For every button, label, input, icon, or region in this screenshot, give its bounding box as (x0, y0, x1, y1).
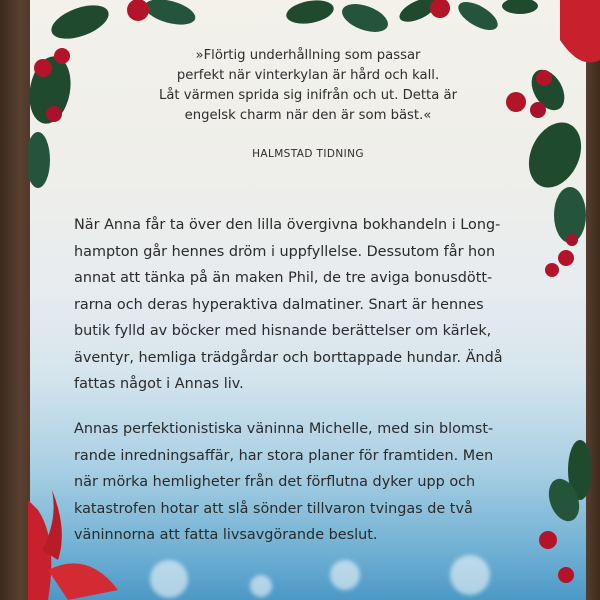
berry-icon (54, 48, 70, 64)
berry-icon (558, 250, 574, 266)
leaf-icon (338, 0, 391, 37)
right-foliage-illustration (500, 0, 600, 600)
quote-line: »Flörtig underhållning som passar (195, 48, 421, 63)
flower-petal-icon (48, 563, 118, 600)
quote-line: engelsk charm när den är som bäst.« (184, 108, 432, 123)
blurb-line: annat att tänka på än maken Phil, de tre aviga bonusdött- (74, 270, 493, 286)
leaf-icon (28, 132, 50, 188)
blurb-line: fattas något i Annas liv. (74, 376, 244, 392)
quote-source: HALMSTAD TIDNING (252, 148, 364, 160)
flower-icon (560, 0, 600, 63)
leaf-icon (519, 114, 591, 196)
quote-line: Låt värmen sprida sig inifrån och ut. Detta är (159, 88, 457, 103)
blurb-line: När Anna får ta över den lilla övergivna bokhandeln i Long- (74, 217, 501, 233)
blurb-line: väninnorna att fatta livsavgörande beslut. (74, 527, 378, 543)
leaf-icon (142, 0, 198, 29)
berry-icon (506, 92, 526, 112)
berry-icon (545, 263, 559, 277)
berry-icon (558, 567, 574, 583)
quote-line: perfekt när vinterkylan är hård och kall. (176, 68, 440, 83)
left-foliage-illustration (28, 20, 118, 240)
bokeh-light (250, 575, 272, 597)
bokeh-light (330, 560, 360, 590)
berry-icon (539, 531, 557, 549)
blurb-paragraph-1 (74, 212, 544, 398)
bokeh-light (450, 555, 490, 595)
blurb-line: Annas perfektionistiska väninna Michelle, med sin blomst- (74, 421, 494, 437)
blurb-line: butik fylld av böcker med hisnande berättelser om kärlek, (74, 323, 492, 339)
blurb-line: när mörka hemligheter från det förflutna dyker upp och (74, 474, 476, 490)
leaf-icon (454, 0, 502, 36)
blurb-line: hampton går hennes dröm i uppfyllelse. Dessutom får hon (74, 243, 496, 260)
blurb-line: katastrofen hotar att slå sönder tillvaron tvingas de två (74, 500, 473, 517)
blurb-line: rande inredningsaffär, har stora planer för framtiden. Men (74, 447, 494, 464)
berry-icon (127, 0, 149, 21)
berry-icon (536, 70, 552, 86)
bokeh-light (150, 560, 188, 598)
leaf-icon (284, 0, 335, 27)
berry-icon (46, 106, 62, 122)
berry-icon (530, 102, 546, 118)
berry-icon (34, 59, 52, 77)
blurb-line: äventyr, hemliga trädgårdar och borttappade hundar. Ändå (74, 349, 503, 366)
blurb-line: rarna och deras hyperaktiva dalmatiner. Snart är hennes (74, 296, 484, 313)
blurb-paragraph-2 (74, 416, 544, 549)
berry-icon (566, 234, 578, 246)
bottom-left-flower-illustration (28, 490, 138, 600)
berry-icon (430, 0, 450, 18)
